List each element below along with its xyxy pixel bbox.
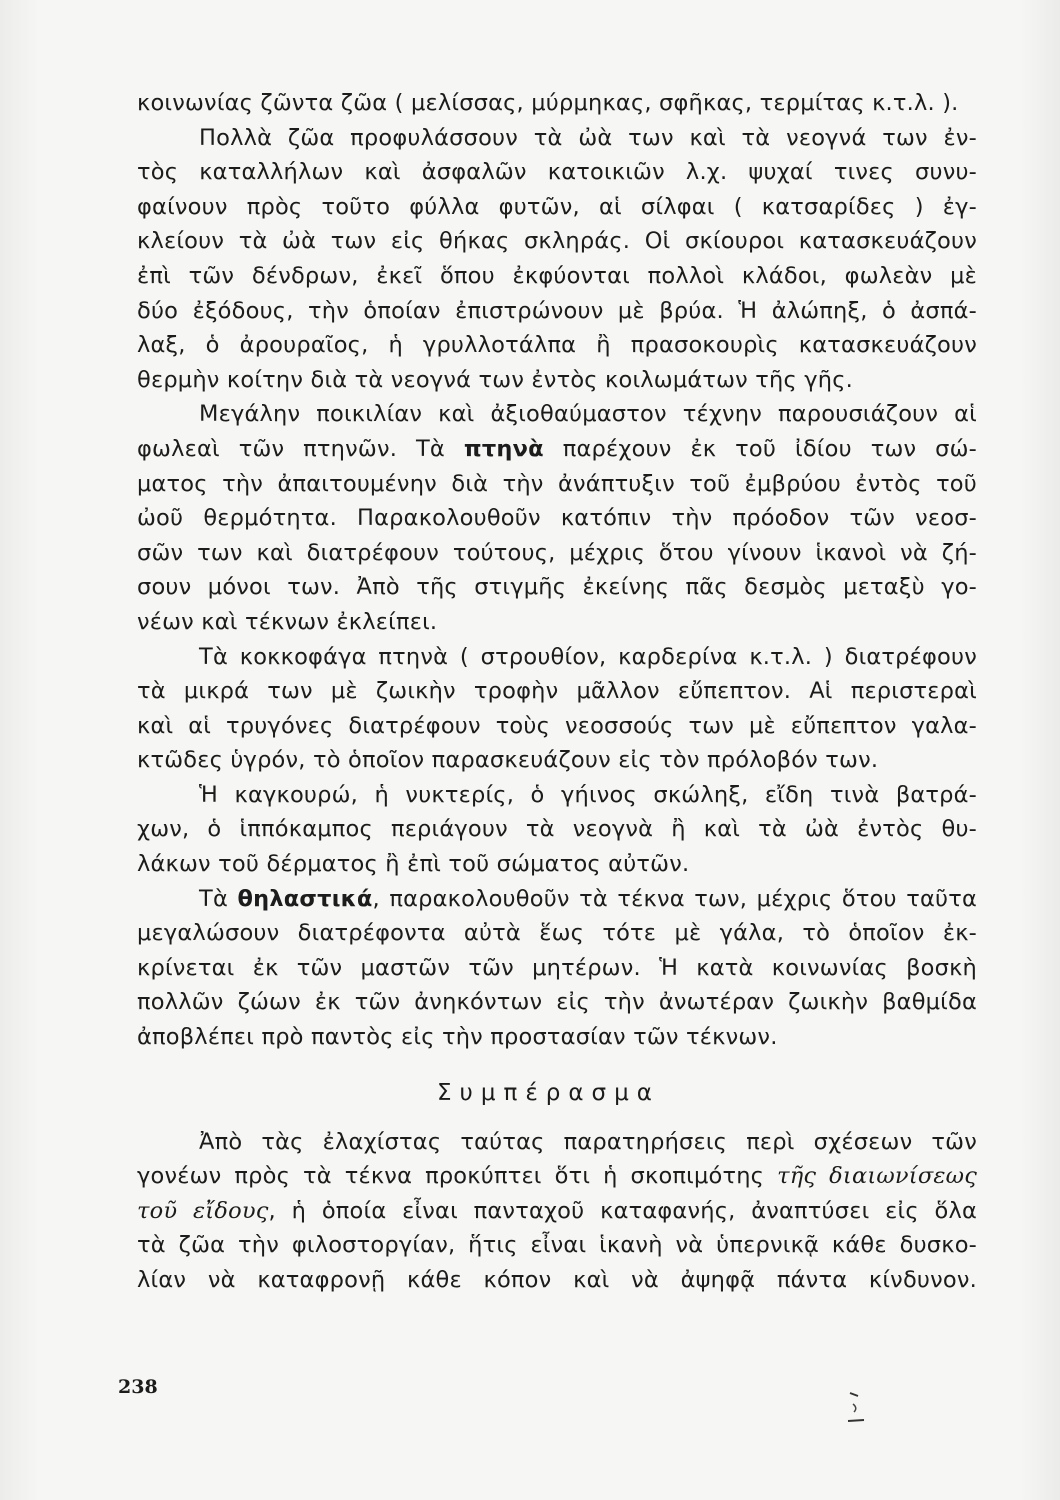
- text-line: φαίνουν πρὸς τοῦτο φύλλα φυτῶν, αἱ σίλφαι ( κατσαρίδες ) ἐγ-: [137, 193, 977, 220]
- text-line: [137, 882, 977, 917]
- body-text: [137, 86, 977, 1298]
- text-line: [137, 1159, 977, 1194]
- text-line: τὰ μικρά των μὲ ζωικὴν τροφὴν μᾶλλον εὔπεπτον. Αἱ περιστεραὶ: [137, 678, 977, 705]
- section-heading: Συμπέρασμα: [437, 1079, 660, 1106]
- text-segment: γονέων πρὸς τὰ τέκνα προκύπτει ὅτι ἡ σκοπιμότης: [137, 1163, 778, 1190]
- text-line: [137, 1194, 977, 1229]
- italic-phrase: τῆς διαιωνίσεως: [777, 1163, 977, 1190]
- text-line: καὶ αἱ τρυγόνες διατρέφουν τοὺς νεοσσούς των μὲ εὔπεπτον γαλα-: [137, 712, 977, 739]
- text-line: νέων καὶ τέκνων ἐκλείπει.: [137, 608, 438, 635]
- text-segment: φωλεαὶ τῶν πτηνῶν. Τὰ: [137, 435, 464, 462]
- text-line: χων, ὁ ἱππόκαμπος περιάγουν τὰ νεογνὰ ἢ καὶ τὰ ὠὰ ἐντὸς θυ-: [137, 816, 977, 843]
- text-line: λάκων τοῦ δέρματος ἢ ἐπὶ τοῦ σώματος αὐτῶν.: [137, 851, 690, 878]
- text-line: πολλῶν ζώων ἐκ τῶν ἀνηκόντων εἰς τὴν ἀνωτέραν ζωικὴν βαθμίδα: [137, 989, 977, 1016]
- text-line: κρίνεται ἐκ τῶν μαστῶν τῶν μητέρων. Ἡ κατὰ κοινωνίας βοσκὴ: [137, 954, 977, 981]
- text-segment: , παρακολουθοῦν τὰ τέκνα των, μέχρις ὅτου ταῦτα: [372, 885, 978, 912]
- text-line: τὸς καταλλήλων καὶ ἀσφαλῶν κατοικιῶν λ.χ. ψυχαί τινες συνυ-: [137, 159, 977, 186]
- text-line: Ἀπὸ τὰς ἐλαχίστας ταύτας παρατηρήσεις περὶ σχέσεων τῶν: [199, 1128, 977, 1155]
- text-line: λίαν νὰ καταφρονῇ κάθε κόπον καὶ νὰ ἀψηφᾷ πάντα κίνδυνον.: [137, 1267, 977, 1293]
- text-line: ματος τὴν ἀπαιτουμένην διὰ τὴν ἀνάπτυξιν τοῦ ἐμβρύου ἐντὸς τοῦ: [137, 470, 977, 497]
- text-line: [137, 432, 977, 467]
- text-segment: Τὰ: [199, 885, 238, 912]
- ink-mark-icon: [846, 1390, 866, 1424]
- page-number: 238: [118, 1376, 158, 1398]
- text-line: Τὰ κοκκοφάγα πτηνὰ ( στρουθίον, καρδερίνα κ.τ.λ. ) διατρέφουν: [199, 643, 977, 670]
- text-line: ἀποβλέπει πρὸ παντὸς εἰς τὴν προστασίαν τῶν τέκνων.: [137, 1024, 778, 1051]
- text-line: δύο ἐξόδους, τὴν ὁποίαν ἐπιστρώνουν μὲ βρύα. Ἡ ἀλώπηξ, ὁ ἀσπά-: [137, 297, 977, 324]
- text-line: κλείουν τὰ ὠὰ των εἰς θήκας σκληράς. Οἱ σκίουροι κατασκευάζουν: [137, 228, 977, 255]
- text-line: κοινωνίας ζῶντα ζῶα ( μελίσσας, μύρμηκας, σφῆκας, τερμίτας κ.τ.λ. ).: [137, 90, 959, 116]
- text-line: κτῶδες ὑγρόν, τὸ ὁποῖον παρασκευάζουν εἰς τὸν πρόλοβόν των.: [137, 747, 879, 774]
- text-segment: παρέχουν ἐκ τοῦ ἰδίου των σώ-: [543, 435, 977, 462]
- text-line: θερμὴν κοίτην διὰ τὰ νεογνά των ἐντὸς κοιλωμάτων τῆς γῆς.: [137, 366, 853, 393]
- text-line: ἐπὶ τῶν δένδρων, ἐκεῖ ὅπου ἐκφύονται πολλοὶ κλάδοι, φωλεὰν μὲ: [137, 262, 977, 289]
- italic-phrase: τοῦ εἴδους: [137, 1197, 269, 1224]
- bold-term-birds: πτηνὰ: [463, 435, 544, 462]
- text-line: μεγαλώσουν διατρέφοντα αὐτὰ ἕως τότε μὲ γάλα, τὸ ὁποῖον ἐκ-: [137, 920, 977, 947]
- text-segment: , ἡ ὁποία εἶναι πανταχοῦ καταφανής, ἀναπτύσει εἰς ὅλα: [268, 1197, 977, 1224]
- text-line: Μεγάλην ποικιλίαν καὶ ἀξιοθαύμαστον τέχνην παρουσιάζουν αἱ: [199, 401, 977, 428]
- text-line: σουν μόνοι των. Ἀπὸ τῆς στιγμῆς ἐκείνης πᾶς δεσμὸς μεταξὺ γο-: [137, 574, 977, 601]
- text-line: τὰ ζῶα τὴν φιλοστοργίαν, ἥτις εἶναι ἱκανὴ νὰ ὑπερνικᾷ κάθε δυσκο-: [137, 1232, 977, 1259]
- text-line: Πολλὰ ζῶα προφυλάσσουν τὰ ὠὰ των καὶ τὰ νεογνά των ἐν-: [199, 124, 977, 151]
- text-line: Ἡ καγκουρώ, ἡ νυκτερίς, ὁ γήινος σκώληξ, εἴδη τινὰ βατρά-: [199, 781, 977, 808]
- bold-term-mammals: θηλαστικά: [237, 885, 373, 912]
- text-line: ὠοῦ θερμότητα. Παρακολουθοῦν κατόπιν τὴν πρόοδον τῶν νεοσ-: [137, 505, 977, 532]
- text-line: σῶν των καὶ διατρέφουν τούτους, μέχρις ὅτου γίνουν ἱκανοὶ νὰ ζή-: [137, 539, 977, 566]
- text-line: λαξ, ὁ ἀρουραῖος, ἡ γρυλλοτάλπα ἢ πρασοκουρὶς κατασκευάζουν: [137, 332, 977, 359]
